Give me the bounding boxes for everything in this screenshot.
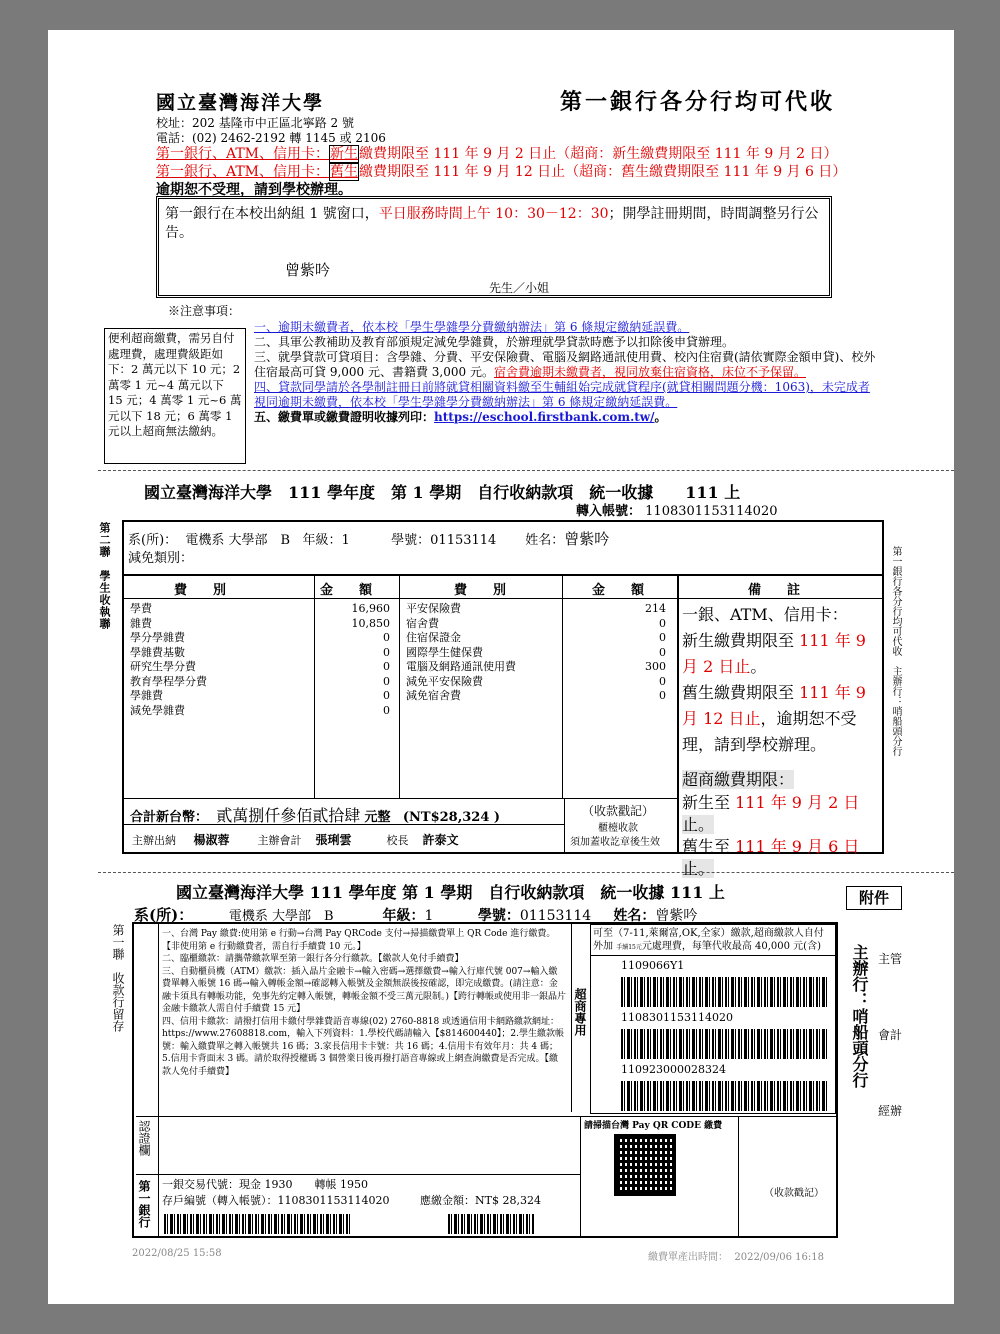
fee-amount: 300 <box>645 660 666 673</box>
payment-instructions <box>162 928 566 1078</box>
col-fee-2: 費 別 <box>454 583 507 598</box>
receipt-reduction: 減免類別： <box>128 551 194 566</box>
fee-amount: 0 <box>383 645 390 659</box>
fee-row <box>130 602 390 617</box>
eschool-link[interactable]: https://eschool.firstbank.com.tw/ <box>434 410 655 424</box>
fee-amount: 0 <box>659 645 666 659</box>
receipt-signatures: 主辦出納 楊淑蓉 主辦會計 張琍雲 校長 許泰文 <box>132 833 459 847</box>
store-fee-box: 便利超商繳費，需另自付處理費，處理費級距如下：2 萬元以下 10 元；2 萬零 1 元~4 萬元以下 15 元；4 萬零 1 元~6 萬元以下 18 元；6 萬零 1 元以上超商無法繳納。 <box>104 328 246 464</box>
store-box <box>590 924 836 1114</box>
cut-line-2 <box>98 872 954 873</box>
fee-amount: 10,850 <box>351 616 390 630</box>
fee-name: 學雜費 <box>130 689 163 702</box>
clerk-label: 經辦 <box>878 1104 903 1118</box>
col-fee-1: 費 別 <box>174 583 227 598</box>
receipt-stamp-label: （收款戳記） <box>582 804 655 818</box>
attachment-label: 附件 <box>846 886 902 910</box>
barcode-1 <box>621 977 827 1007</box>
payer-name: 曾紫吟 <box>285 261 331 279</box>
fee-amount: 214 <box>645 602 666 615</box>
col-amount-1: 金 額 <box>320 583 373 598</box>
service-hours: 第一銀行在本校出納組 1 號窗口，平日服務時間上午 10：30－12：30；開學註冊期間，時間調整另行公告。 <box>165 206 819 241</box>
mgr-label: 主管 <box>878 952 903 966</box>
fee-row <box>130 631 390 646</box>
fee-row <box>130 617 390 632</box>
receipt-title: 國立臺灣海洋大學 111 學年度 第 1 學期 自行收納款項 統一收據 111 上 <box>144 483 741 502</box>
fee-amount: 0 <box>659 674 666 688</box>
fee-row <box>406 631 666 646</box>
fee-name: 雜費 <box>130 616 152 630</box>
receipt-left-side: 第二聯 學生收執聯 <box>98 522 111 630</box>
fee-row <box>406 660 666 675</box>
amount-row: 應繳金額：NT$ 28,324 <box>420 1194 541 1207</box>
fee-row <box>406 675 666 690</box>
fee-amount: 0 <box>659 616 666 630</box>
fee-amount: 0 <box>383 689 390 702</box>
school-name: 國立臺灣海洋大學 <box>156 92 325 114</box>
fee-name: 宿舍費 <box>406 616 439 630</box>
instruction-3: 三、自動櫃員機（ATM）繳款：插入晶片金融卡→輸入密碼→選擇繳費→輸入行庫代號 007→輸入繳費單轉入帳號 16 碼→輸入轉帳金額→確認轉入帳號及金額無誤後按確認，即完成繳費。(請注意：金融卡須具有轉帳功能，免事先約定轉入帳號，轉帳金額不受三萬元限制。)【跨行轉帳或使用非一銀晶片金融卡繳款人需自付手續費 15 元】 <box>162 966 567 1014</box>
deadline-old: 第一銀行、ATM、信用卡：舊生繳費期限至 111 年 9 月 12 日止（超商：舊生繳費期限至 111 年 9 月 6 日） <box>156 164 847 180</box>
bank-slogan: 第一銀行各分行均可代收 <box>560 89 836 115</box>
account-row: 存戶編號（轉入帳號）：1108301153114020 <box>162 1194 390 1207</box>
cut-line-1 <box>98 470 954 471</box>
fee-row <box>130 689 390 704</box>
fee-name: 國際學生健保費 <box>406 645 483 659</box>
receipt-student-info: 系(所)： 電機系 大學部 B 年級：1 學號：01153114 姓名：曾紫吟 <box>128 530 610 548</box>
fee-row <box>406 689 666 704</box>
fee-name: 學分學雜費 <box>130 631 185 644</box>
fee-name: 減免平安保險費 <box>406 674 483 688</box>
fee-name: 電腦及網路通訊使用費 <box>406 660 516 673</box>
instruction-2: 二、臨櫃繳款：請攜帶繳款單至第一銀行各分行繳款。【繳款人免付手續費】 <box>162 954 464 964</box>
fee-amount: 0 <box>383 674 390 688</box>
accountant-label: 會計 <box>878 1028 903 1042</box>
barcode-3-text: 110923000028324 <box>621 1063 726 1076</box>
service-notice-box <box>156 196 832 298</box>
receipt-transfer-account: 轉入帳號： 1108301153114020 <box>576 504 778 519</box>
barcode-1-text: 1109066Y1 <box>621 959 685 972</box>
barcode-3 <box>621 1081 827 1111</box>
receipt-total: 合計新台幣： 貳萬捌仟參佰貳拾肆 元整 (NT$28,324 ) <box>130 806 501 825</box>
store-note: 可至（7-11,萊爾富,OK,全家）繳款,超商繳款人自付外加 手續15元元處理費，每筆代收最高 40,000 元(含) <box>593 928 824 952</box>
note-item-5: 五、繳費單或繳費證明收據列印：https://eschool.firstbank.com.tw/。 <box>254 410 667 424</box>
bottom-barcode-1 <box>164 1214 350 1234</box>
instruction-1: 一、台灣 Pay 繳費:使用第 e 行動→台灣 Pay QRCode 支付→掃描繳費單上 QR Code 進行繳費。【非使用第 e 行動繳費者，需自行手續費 10 元。】 <box>162 929 556 952</box>
notes-list <box>254 320 878 425</box>
payment-slip-page <box>48 30 954 1304</box>
fee-name: 平安保險費 <box>406 602 461 615</box>
main-bank-label: 主辦行：哨船頭分行 <box>850 944 869 1088</box>
fee-name: 教育學程學分費 <box>130 674 207 688</box>
fees-left-list <box>130 602 390 718</box>
barcode-2-text: 1108301153114020 <box>621 1011 733 1024</box>
barcode-2 <box>621 1029 827 1059</box>
fee-amount: 0 <box>659 631 666 644</box>
note-item-2: 二、具軍公教補助及教育部頒規定減免學雜費，於辦理就學貸款時應予以扣除後申貸辦理。 <box>254 335 735 349</box>
fee-name: 住宿保證金 <box>406 631 461 644</box>
fee-row <box>130 660 390 675</box>
fee-row <box>406 602 666 617</box>
fee-amount: 16,960 <box>351 602 390 615</box>
receipt-remark: 一銀、ATM、信用卡： 新生繳費期限至 111 年 9 月 2 日止。 舊生繳費期限至 111 年 9 月 12 日止，逾期恕不受理，請到學校辦理。 超商繳費期限： 新生至 111 年 9 月 2 日止。 舊生至 111 年 9 月 6 日止。 <box>682 605 866 878</box>
school-address: 校址：202 基隆市中正區北寧路 2 號 <box>156 116 354 130</box>
trade-code: 一銀交易代號：現金 1930 轉帳 1950 <box>162 1178 368 1191</box>
receipt-table: 系(所)： 電機系 大學部 B 年級：1 學號：01153114 姓名：曾紫吟 減免類別： 費 別 金 額 費 別 金 額 備 註 學費 16,960 雜費 10,850 學分學雜費 0 學雜費基數 0 研究生學分費 0 教育學程學分費 0 學雜費 0 減免學雜費 0 平安保險費 214 宿舍費 0 住宿保證金 0 國際學生健保費 0 電腦及網路通訊使用費 300 減免平安保險費 0 減免宿舍費 0 一銀、ATM、信用卡： 新生繳費期限至 111 年 9 月 2 日止。 舊生繳費期限至 111 年 9 月 12 日止，逾期恕不受理，請到學校辦理。 超商繳費期限： 新生至 111 年 9 月 2 日止。 舊生至 111 年 9 月 6 日止。 合計新台幣： 貳萬捌仟參佰貳拾肆 元整 (NT$28,324 ) （收款戳記） 櫃檯收款 須加蓋收訖章後生效 主辦出納 楊淑蓉 主辦會計 張琍雲 校長 許泰文 <box>122 520 884 854</box>
payer-title: 先生／小姐 <box>489 281 550 295</box>
first-bank-label: 第一銀行 <box>137 1180 151 1228</box>
note-item-4: 四、貸款同學請於各學制註冊日前將就貸相關資料繳至生輔組始完成就貸程序(就貸相關問題分機：1063)，未完成者視同逾期未繳費，依本校「學生學雜學分費繳納辦法」第 6 條規定繳納延誤費。 <box>254 380 870 409</box>
slip-title: 國立臺灣海洋大學 111 學年度 第 1 學期 自行收納款項 統一收據 111 上 <box>176 883 725 902</box>
fee-row <box>130 646 390 661</box>
col-remark: 備 註 <box>748 583 801 598</box>
fee-name: 學費 <box>130 602 152 615</box>
fee-name: 減免宿舍費 <box>406 689 461 702</box>
cert-label: 認證欄 <box>137 1120 151 1156</box>
fee-row <box>130 675 390 690</box>
instruction-4: 四、信用卡繳款：請撥打信用卡繳付學雜費語音專線(02) 2760-8818 或透過信用卡網路繳款網址：https://www.27608818.com，輸入下列資料：1.學校代碼請輸入【$814600440】；2.學生繳款帳號：輸入繳費單之轉入帳號共 16 碼；3.家長信用卡卡號：共 16 碼；4.信用卡有效年月：共 4 碼；5.信用卡背面末 3 碼。請於取得授權碼 3 個營業日後再撥打語音專線或上網查詢繳費是否完成。【繳款人免付手續費】 <box>162 1016 565 1077</box>
qr-code <box>614 1134 676 1196</box>
qr-label: 請掃描台灣 Pay QR CODE 繳費 <box>584 1121 723 1131</box>
note-item-3: 三、就學貸款可貸項目：含學雜、分費、平安保險費、電腦及網路通訊使用費、校內住宿費(請依實際金額申貸)、校外住宿最高可貸 9,000 元、書籍費 3,000 元。宿舍費逾期未繳費者，視同放棄住宿資格，床位不予保留。 <box>254 350 876 379</box>
deadline-new: 第一銀行、ATM、信用卡：新生繳費期限至 111 年 9 月 2 日止（超商：新生繳費期限至 111 年 9 月 2 日） <box>156 146 838 162</box>
fees-right-list <box>406 602 666 704</box>
store-label: 超商專用 <box>573 988 587 1036</box>
print-date-right: 繳費單產出時間： 2022/09/06 16:18 <box>648 1252 824 1263</box>
slip-left-side: 第一聯 收款行留存 <box>111 924 125 1032</box>
notes-heading: ※注意事項： <box>168 304 241 318</box>
fee-name: 研究生學分費 <box>130 660 196 673</box>
print-date-left: 2022/08/25 15:58 <box>132 1248 222 1259</box>
fee-amount: 0 <box>383 660 390 673</box>
fee-name: 學雜費基數 <box>130 645 185 659</box>
receipt-right-side: 第一銀行各分行均可代收 主辦行：哨船頭分行 <box>890 546 901 756</box>
slip-student-info: 系(所)： 電機系 大學部 B 年級：1 學號：01153114 姓名：曾紫吟 <box>134 906 698 924</box>
col-amount-2: 金 額 <box>592 583 645 598</box>
fee-row <box>130 704 390 719</box>
fee-row <box>406 646 666 661</box>
bottom-barcode-2 <box>448 1214 534 1234</box>
school-phone: 電話：(02) 2462-2192 轉 1145 或 2106 <box>156 131 386 145</box>
overdue-notice: 逾期恕不受理，請到學校辦理。 <box>156 182 352 198</box>
fee-name: 減免學雜費 <box>130 703 185 717</box>
fee-row <box>406 617 666 632</box>
fee-amount: 0 <box>383 631 390 644</box>
slip-stamp-label: （收款戳記） <box>764 1188 824 1199</box>
fee-amount: 0 <box>659 689 666 702</box>
note-item-1: 一、逾期未繳費者，依本校「學生學雜學分費繳納辦法」第 6 條規定繳納延誤費。 <box>254 320 690 334</box>
fee-amount: 0 <box>383 703 390 717</box>
